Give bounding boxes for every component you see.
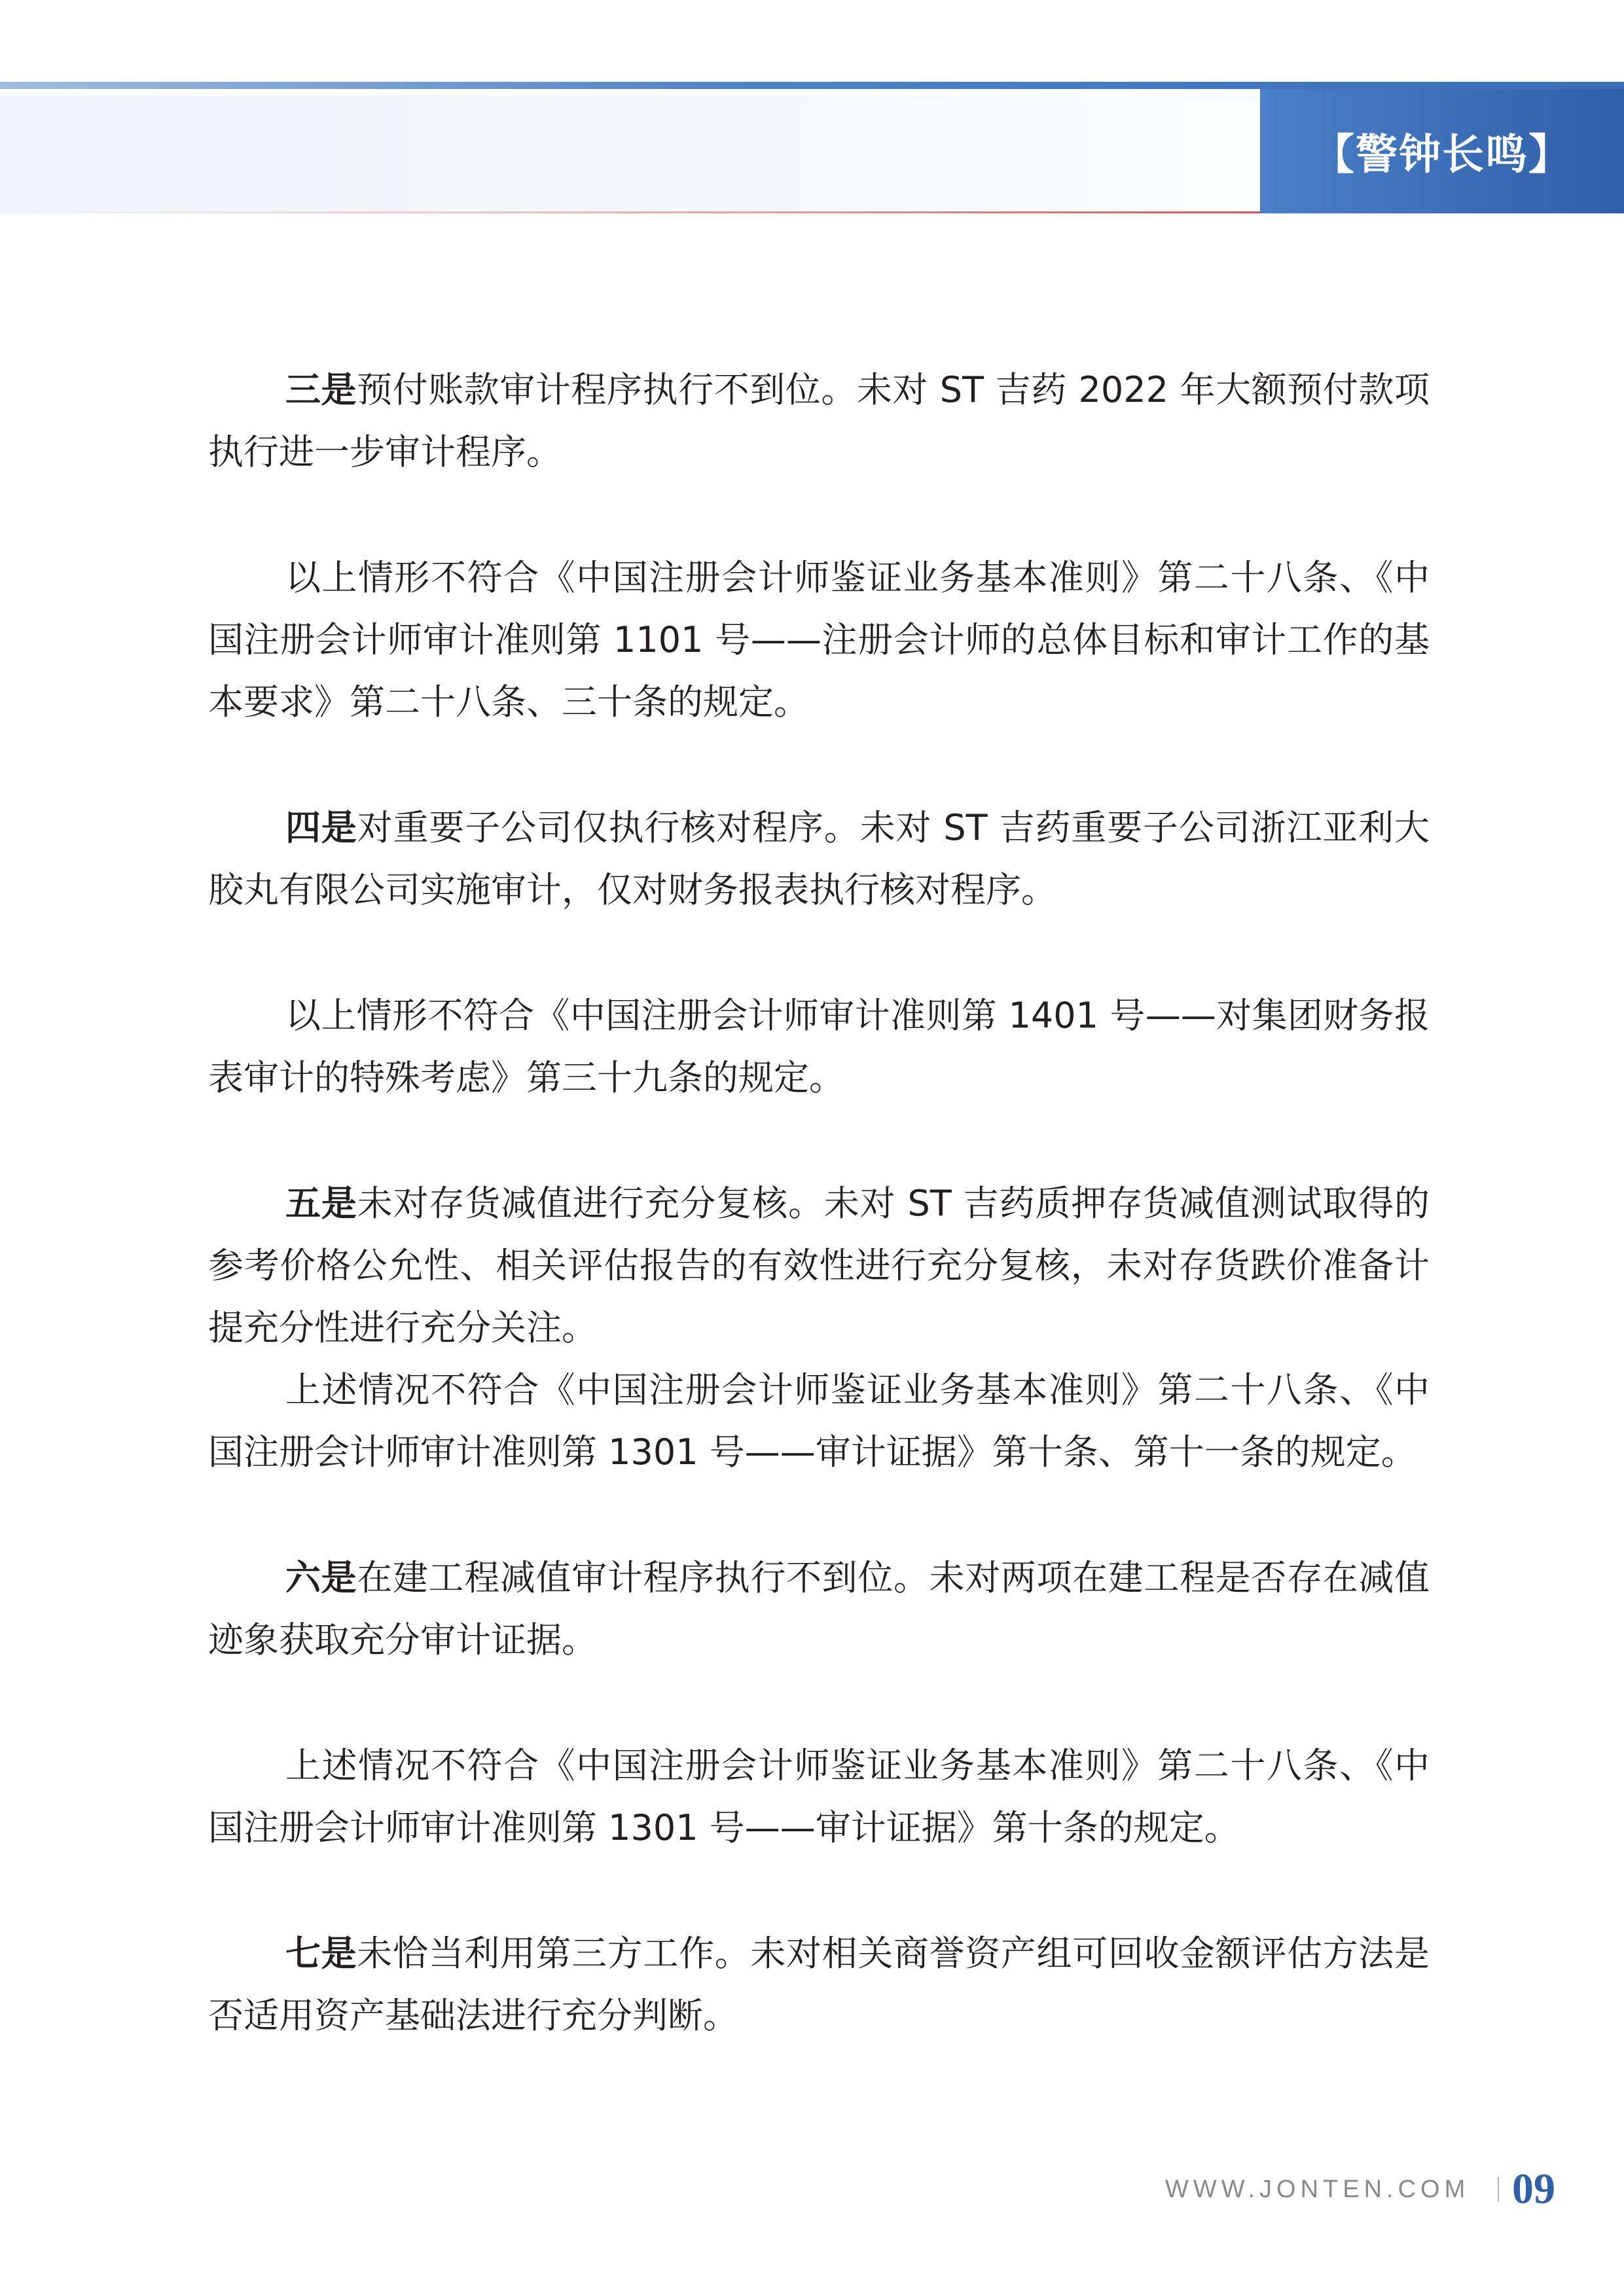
paragraph-lead: 五是	[285, 1183, 357, 1224]
paragraph-text: 以上情形不符合《中国注册会计师鉴证业务基本准则》第二十八条、《中国注册会计师审计准则第 1101 号——注册会计师的总体目标和审计工作的基本要求》第二十八条、三十条的规定。	[208, 557, 1430, 723]
paragraph-text: 上述情况不符合《中国注册会计师鉴证业务基本准则》第二十八条、《中国注册会计师审计准则第 1301 号——审计证据》第十条的规定。	[208, 1745, 1430, 1848]
paragraph-lead: 三是	[285, 369, 357, 410]
paragraph-text: 上述情况不符合《中国注册会计师鉴证业务基本准则》第二十八条、《中国注册会计师审计准则第 1301 号——审计证据》第十条、第十一条的规定。	[208, 1369, 1430, 1473]
paragraph-gap	[208, 1671, 1430, 1734]
paragraph-gap	[208, 483, 1430, 547]
paragraph-seven	[208, 1922, 1430, 2047]
paragraph-gap	[208, 1109, 1430, 1172]
article-body	[208, 359, 1430, 2047]
paragraph-regulation-1	[208, 547, 1430, 733]
section-tag	[1260, 89, 1624, 213]
paragraph-lead: 四是	[285, 807, 357, 848]
paragraph-gap	[208, 1483, 1430, 1547]
paragraph-text: 在建工程减值审计程序执行不到位。未对两项在建工程是否存在减值迹象获取充分审计证据。	[208, 1557, 1430, 1660]
paragraph-text: 未对存货减值进行充分复核。未对 ST 吉药质押存货减值测试取得的参考价格公允性、相关评估报告的有效性进行充分复核，未对存货跌价准备计提充分性进行充分关注。	[208, 1183, 1430, 1348]
paragraph-five	[208, 1172, 1430, 1359]
paragraph-text: 对重要子公司仅执行核对程序。未对 ST 吉药重要子公司浙江亚利大胶丸有限公司实施审计，仅对财务报表执行核对程序。	[208, 807, 1430, 910]
paragraph-three	[208, 359, 1430, 483]
paragraph-lead: 六是	[285, 1557, 357, 1598]
paragraph-regulation-4	[208, 1734, 1430, 1859]
paragraph-regulation-3	[208, 1359, 1430, 1483]
paragraph-four	[208, 797, 1430, 921]
paragraph-text: 预付账款审计程序执行不到位。未对 ST 吉药 2022 年大额预付款项执行进一步审计程序。	[208, 369, 1430, 473]
page-number: 09	[1512, 2165, 1555, 2213]
footer-website: WWW.JONTEN.COM	[1165, 2176, 1470, 2203]
paragraph-regulation-2	[208, 984, 1430, 1109]
header-underline	[26, 211, 1260, 213]
paragraph-gap	[208, 1859, 1430, 1922]
paragraph-text: 未恰当利用第三方工作。未对相关商誉资产组可回收金额评估方法是否适用资产基础法进行充分判断。	[208, 1933, 1430, 2036]
paragraph-lead: 七是	[285, 1933, 357, 1974]
paragraph-text: 以上情形不符合《中国注册会计师审计准则第 1401 号——对集团财务报表审计的特殊考虑》第三十九条的规定。	[208, 995, 1430, 1098]
footer-separator	[1498, 2177, 1499, 2202]
paragraph-gap	[208, 733, 1430, 797]
section-tag-label: 【警钟长鸣】	[1312, 130, 1572, 179]
paragraph-six	[208, 1547, 1430, 1671]
paragraph-gap	[208, 921, 1430, 984]
header-top-rule	[0, 82, 1624, 89]
header-band	[0, 96, 1260, 213]
